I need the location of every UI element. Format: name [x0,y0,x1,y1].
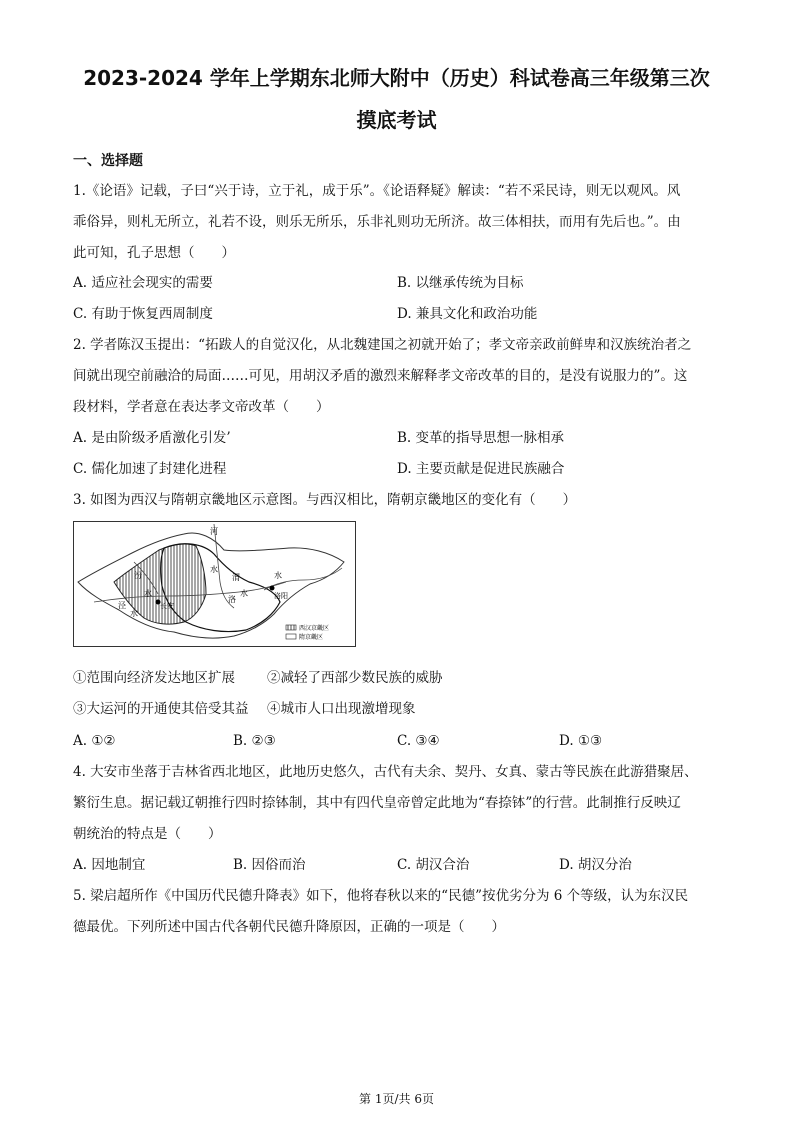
map-figure [74,522,355,646]
q3-option-c: C. ③④ [397,733,440,749]
map-label: 水 [240,589,248,598]
q3-statement: ①范围向经济发达地区扩展 [73,670,235,686]
map-label: 洛 [228,595,236,604]
q4-option-a: A. 因地制宜 [73,857,146,873]
luoyang-city-marker [270,586,275,591]
q1-text-line: 此可知，孔子思想（ ） [73,245,235,261]
city-label-luoyang: 洛阳 [274,592,288,600]
q2-text-line: 2. 学者陈汉玉提出：“拓跋人的自觉汉化，从北魏建国之初就开始了；孝文帝亲政前鲜卑和汉族统治者之 [73,337,692,353]
legend-label-sui: 隋京畿区 [299,634,324,641]
q2-text-line: 间就出现空前融洽的局面……可见，用胡汉矛盾的激烈来解释孝文帝改革的目的，是没有说服力的”。这 [73,368,688,384]
q2-text-line: 段材料，学者意在表达孝文帝改革（ ） [73,399,330,415]
q4-text-line: 朝统治的特点是（ ） [73,826,222,842]
q2-option-c: C. 儒化加速了封建化进程 [73,461,227,477]
q4-option-c: C. 胡汉合治 [397,857,470,873]
map-label: 水 [130,609,138,618]
q2-option-b: B. 变革的指导思想一脉相承 [397,430,565,446]
q3-option-a: A. ①② [73,733,116,749]
western-han-region [114,544,206,624]
capital-region-map [73,521,356,647]
exam-title-line1: 2023-2024 学年上学期东北师大附中（历史）科试卷高三年级第三次 [83,66,710,90]
q3-option-b: B. ②③ [233,733,276,749]
map-label: 渭 [232,573,240,582]
q1-option-b: B. 以继承传统为目标 [397,275,524,291]
q3-statement: ②减轻了西部少数民族的威胁 [267,670,443,686]
q5-text-line: 德最优。下列所述中国古代各朝代民德升降原因，正确的一项是（ ） [73,919,505,935]
page-footer: 第 1页/共 6页 [359,1092,434,1106]
map-label: 水 [274,571,282,580]
q3-statement: ③大运河的开通使其倍受其益 [73,701,249,717]
q5-text-line: 5. 梁启超所作《中国历代民德升降表》如下，他将春秋以来的“民德”按优劣分为 6 个等级，认为东汉民 [73,888,689,904]
q2-option-a: A. 是由阶级矛盾激化引发’ [73,430,231,446]
q1-option-c: C. 有助于恢复西周制度 [73,306,213,322]
legend-swatch-sui [286,634,296,639]
q2-option-d: D. 主要贡献是促进民族融合 [397,461,565,477]
map-label: 泾 [118,601,126,610]
q3-text-line: 3. 如图为西汉与隋朝京畿地区示意图。与西汉相比，隋朝京畿地区的变化有（ ） [73,492,577,508]
map-label: 水 [144,589,152,598]
q3-option-d: D. ①③ [559,733,603,749]
q1-option-d: D. 兼具文化和政治功能 [397,306,538,322]
legend-swatch-han [286,625,296,630]
q1-text-line: 1.《论语》记载，子曰“兴于诗，立于礼，成于乐”。《论语释疑》解读：“若不采民诗，则无以观风。风 [73,183,681,199]
q4-option-d: D. 胡汉分治 [559,857,632,873]
section-heading: 一、选择题 [73,153,143,169]
map-label: 河 [210,527,218,536]
exam-title-line2: 摸底考试 [356,108,437,132]
q4-option-b: B. 因俗而治 [233,857,306,873]
q1-text-line: 乖俗异，则札无所立，礼若不设，则乐无所乐，乐非礼则功无所济。故三体相扶，而用有先后也。”。由 [73,214,681,230]
legend-label-han: 西汉京畿区 [299,625,330,632]
city-label-changan: 长安 [160,602,174,610]
q3-statement: ④城市人口出现激增现象 [267,701,416,717]
q4-text-line: 4. 大安市坐落于吉林省西北地区，此地历史悠久，古代有夫余、契丹、女真、蒙古等民族在此游猎聚居、 [73,764,698,780]
q1-option-a: A. 适应社会现实的需要 [73,275,213,291]
map-label: 汾 [134,571,142,580]
q4-text-line: 繁衍生息。据记载辽朝推行四时捺钵制，其中有四代皇帝曾定此地为“春捺钵”的行营。此制推行反映辽 [73,795,681,811]
map-label: 水 [210,565,218,574]
